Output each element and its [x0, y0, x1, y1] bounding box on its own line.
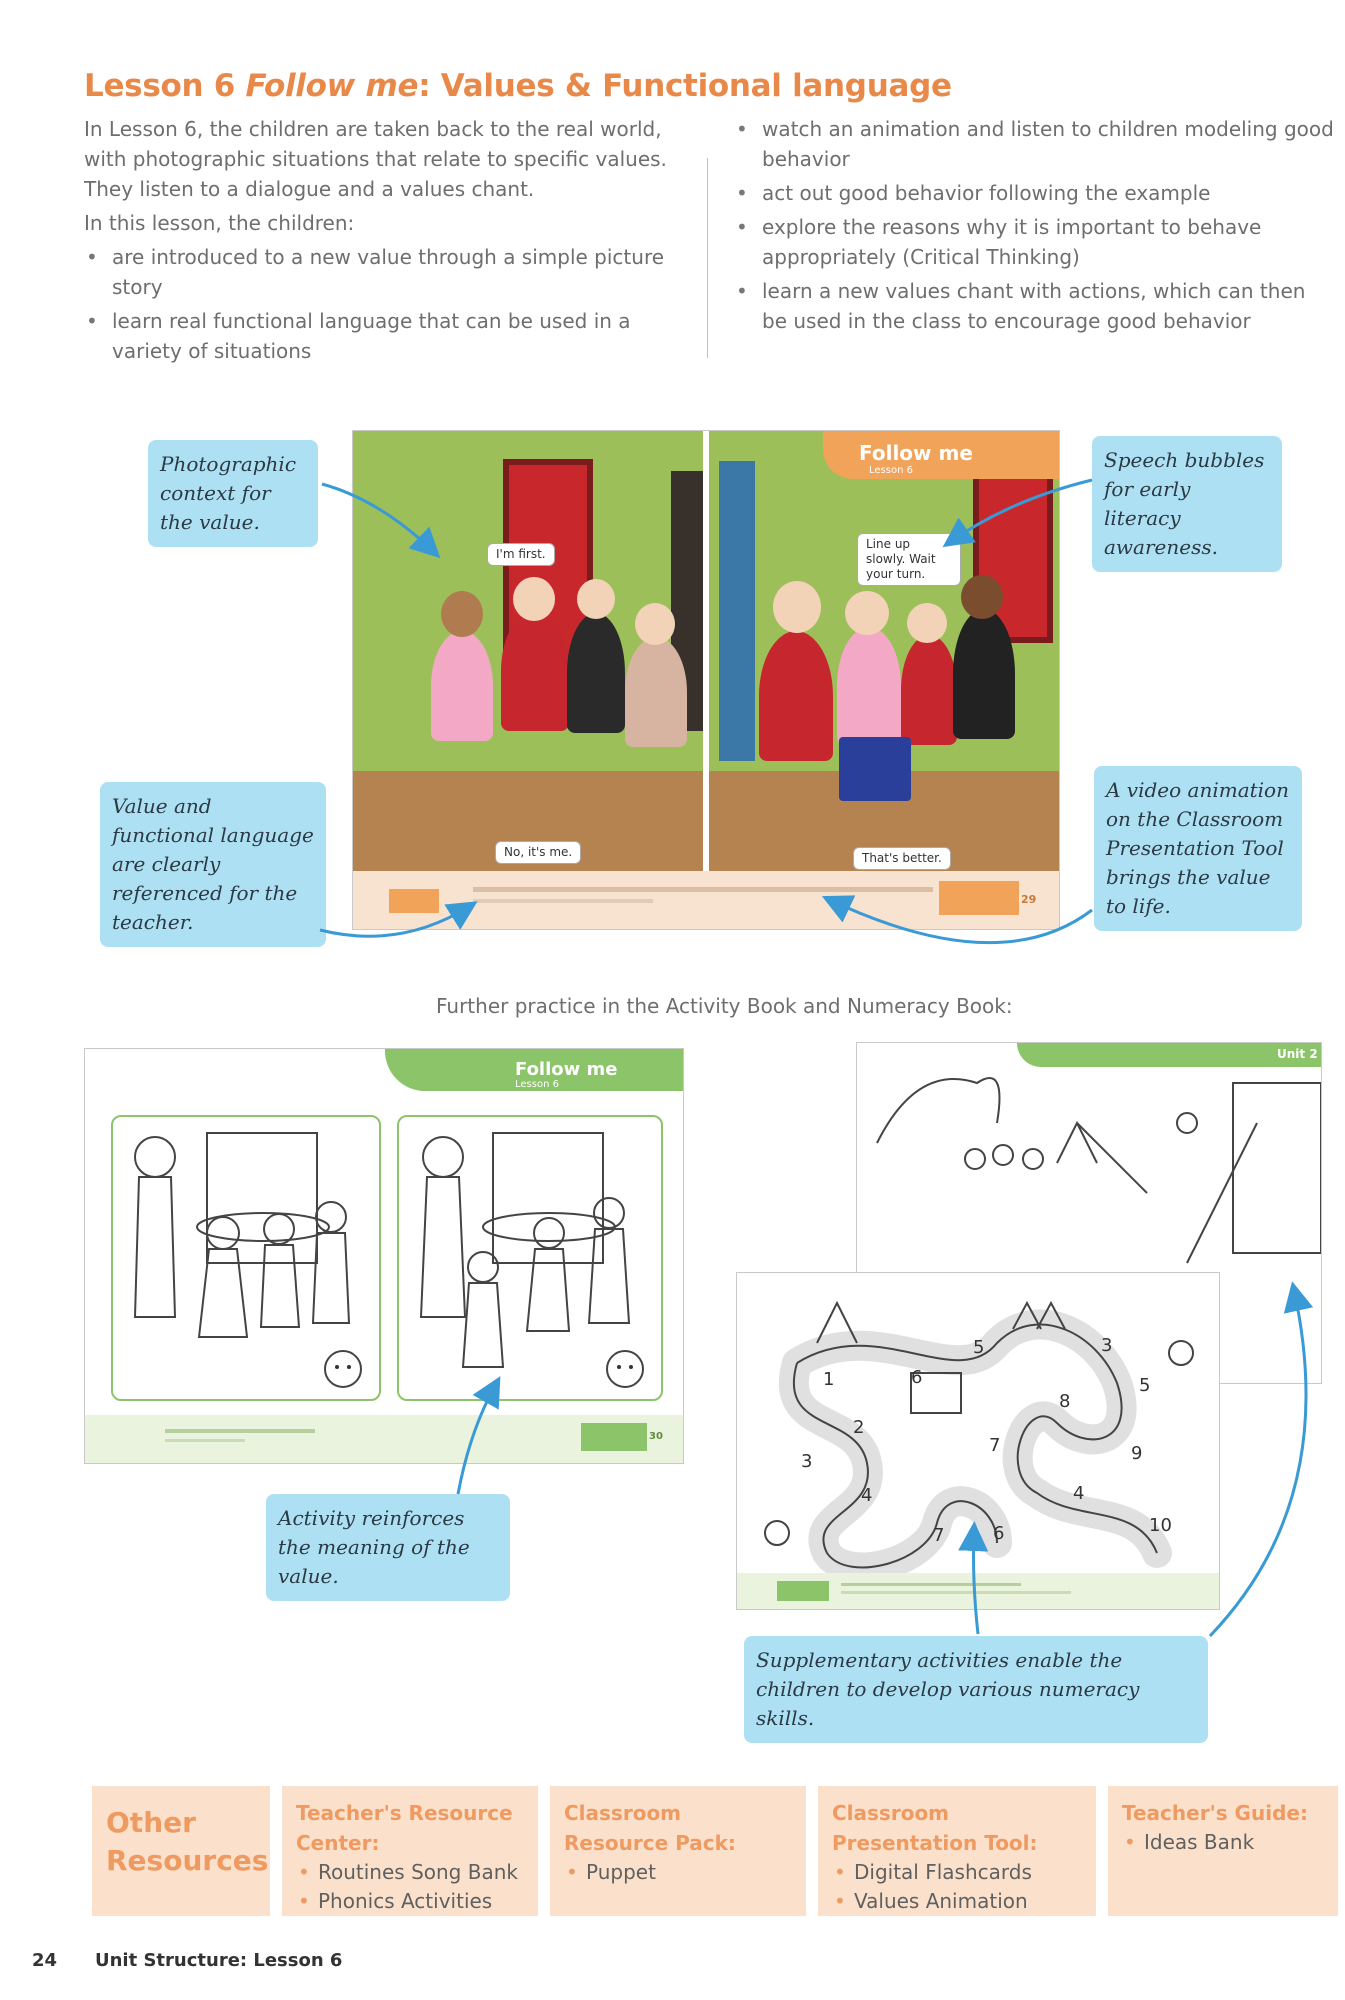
resource-box-teachers-resource-center	[282, 1786, 538, 1916]
page-title: Lesson 6 Follow me: Values & Functional language	[84, 68, 952, 104]
speech-bubble: That's better.	[853, 847, 951, 870]
maze-number: 5	[1139, 1375, 1151, 1396]
intro-bullet: • learn a new values chant with actions, which can then be used in the class to encourage good behavior	[734, 276, 1334, 336]
intro-bullet: • are introduced to a new value through a simple picture story	[84, 242, 674, 302]
maze-number: 7	[989, 1435, 1001, 1456]
resource-box-classroom-resource-pack	[550, 1786, 806, 1916]
maze-number: 3	[801, 1451, 813, 1472]
maze-number: 1	[823, 1369, 835, 1390]
resource-box-title: Teacher's Resource Center:	[296, 1801, 513, 1855]
maze-number: 4	[1073, 1483, 1085, 1504]
resource-box-teachers-guide	[1108, 1786, 1338, 1916]
further-practice-label: Further practice in the Activity Book and Numeracy Book:	[436, 994, 1013, 1018]
unit-label: Unit 2	[1277, 1047, 1318, 1061]
intro-bullet: • explore the reasons why it is important to behave appropriately (Critical Thinking)	[734, 212, 1334, 272]
maze-number: 7	[933, 1525, 945, 1546]
intro-lead: In this lesson, the children:	[84, 211, 355, 235]
speech-bubble: I'm first.	[487, 543, 555, 566]
resource-item: • Values Animation	[832, 1887, 1082, 1916]
maze-number: 5	[973, 1337, 985, 1358]
intro-bullet: • watch an animation and listen to children modeling good behavior	[734, 114, 1334, 174]
maze-number: 9	[1131, 1443, 1143, 1464]
maze-number: 6	[911, 1367, 923, 1388]
intro-bullet: • act out good behavior following the example	[734, 178, 1334, 208]
callout-activity: Activity reinforces the meaning of the value.	[266, 1494, 510, 1601]
maze-number: 3	[1101, 1335, 1113, 1356]
intro-bullet: • learn real functional language that can be used in a variety of situations	[84, 306, 674, 366]
callout-value-language: Value and functional language are clearly referenced for the teacher.	[100, 782, 326, 947]
maze-number: 8	[1059, 1391, 1071, 1412]
maze-number: 10	[1149, 1515, 1172, 1536]
page-number: 30	[649, 1431, 663, 1442]
follow-me-title: Follow me	[859, 441, 973, 465]
other-resources-heading-box	[92, 1786, 270, 1916]
resource-item: • Routines Song Bank	[296, 1858, 524, 1887]
maze-number: 6	[993, 1523, 1005, 1544]
page-number: 29	[1021, 893, 1037, 906]
resource-box-classroom-presentation-tool	[818, 1786, 1096, 1916]
callout-supplementary: Supplementary activities enable the children to develop various numeracy skills.	[744, 1636, 1208, 1743]
follow-me-title: Follow me	[515, 1059, 618, 1080]
resource-box-title: Classroom Presentation Tool:	[832, 1801, 1038, 1855]
callout-video-animation: A video animation on the Classroom Presentation Tool brings the value to life.	[1094, 766, 1302, 931]
page-number: 24	[32, 1950, 58, 1971]
maze-number: 4	[861, 1485, 873, 1506]
resource-box-title: Classroom Resource Pack:	[564, 1801, 736, 1855]
resource-item: • Phonics Activities	[296, 1887, 524, 1916]
speech-bubble: Line up slowly. Wait your turn.	[857, 533, 961, 586]
lesson-label: Lesson 6	[869, 465, 913, 476]
callout-speech-bubbles: Speech bubbles for early literacy awareness.	[1092, 436, 1282, 572]
resource-box-title: Teacher's Guide:	[1122, 1801, 1308, 1825]
resource-item: • Puppet	[564, 1858, 792, 1887]
resource-item: • Digital Flashcards	[832, 1858, 1082, 1887]
lesson-label: Lesson 6	[515, 1079, 559, 1090]
intro-paragraph: In Lesson 6, the children are taken back to the real world, with photographic situations that relate to specific values. They listen to a dialogue and a values chant.	[84, 117, 667, 201]
callout-photo-context: Photographic context for the value.	[148, 440, 318, 547]
maze-number: 2	[853, 1417, 865, 1438]
resource-item: • Ideas Bank	[1122, 1828, 1324, 1857]
footer-section-label: Unit Structure: Lesson 6	[95, 1950, 343, 1971]
other-resources-heading: Other Resources	[106, 1806, 269, 1877]
speech-bubble: No, it's me.	[495, 841, 581, 864]
